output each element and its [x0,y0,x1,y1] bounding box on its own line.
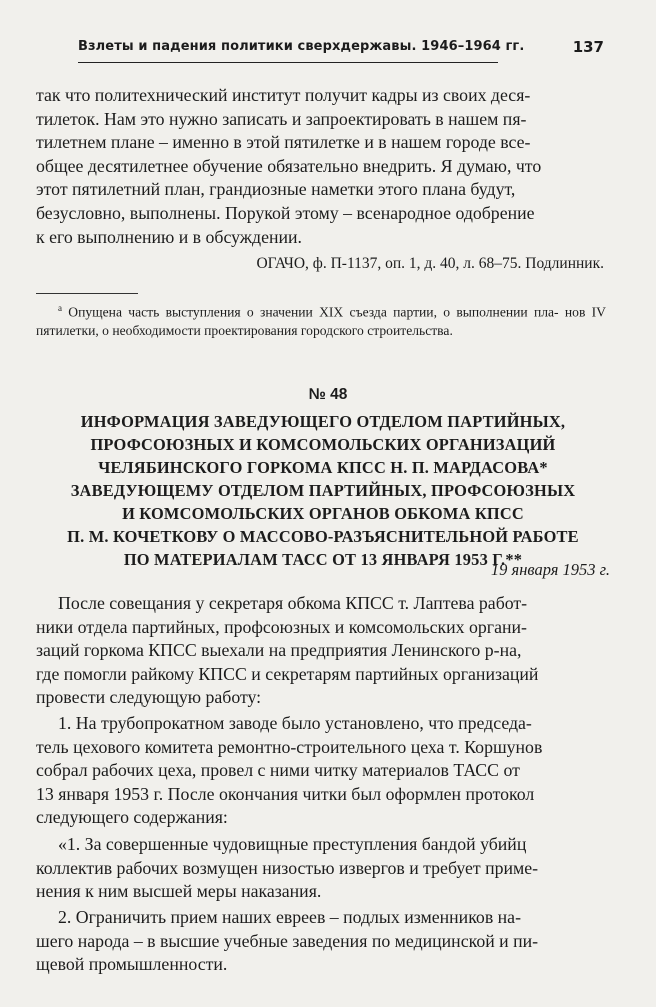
document-title [36,410,610,571]
footnote-line: нов IV пятилетки, о необходимости проектирования городского строительства. [36,304,606,338]
text-line: 1. На трубопрокатном заводе было установлено, что председа- [58,713,532,733]
paragraph-intro [36,592,610,710]
text-line: собрал рабочих цеха, провел с ними читку материалов ТАСС от [36,760,520,781]
text-line: нения к ним высшей меры наказания. [36,881,322,902]
footnote-marker: а [58,303,62,313]
paragraph-protocol-1 [36,833,610,904]
text-line: этот пятилетний план, грандиозные наметки этого плана будут, [36,179,516,200]
text-line: к его выполнению и в обсуждении. [36,226,302,247]
text-line: щевой промышленности. [36,954,228,975]
title-line: ЧЕЛЯБИНСКОГО ГОРКОМА КПСС Н. П. МАРДАСОВА* [98,458,548,477]
text-line: шего народа – в высшие учебные заведения по медицинской и пи- [36,930,539,951]
paragraph-protocol-2 [36,906,610,977]
text-line: заций горкома КПСС выехали на предприятия Ленинского р-на, [36,640,522,661]
text-line: так что политехнический институт получит кадры из своих деся- [36,85,531,105]
title-line: П. М. КОЧЕТКОВУ О МАССОВО-РАЗЪЯСНИТЕЛЬНОЙ РАБОТЕ [67,527,579,546]
text-line: «1. За совершенные чудовищные преступления бандой убийц [58,834,527,854]
page-number: 137 [572,38,604,56]
text-line: тель цехового комитета ремонтно-строительного цеха т. Коршунов [36,736,543,757]
text-line: коллектив рабочих возмущен низостью извергов и требует приме- [36,857,539,878]
continued-paragraph [36,84,610,249]
footnote-divider [36,293,138,294]
title-line: ПО МАТЕРИАЛАМ ТАСС ОТ 13 ЯНВАРЯ 1953 Г.** [123,550,523,569]
footnote-line: Опущена часть выступления о значении XIX съезда партии, о выполнении пла- [68,304,559,320]
text-line: 2. Ограничить прием наших евреев – подлых изменников на- [58,907,521,927]
text-line: безусловно, выполнены. Порукой этому – всенародное одобрение [36,202,535,223]
title-line: И КОМСОМОЛЬСКИХ ОРГАНОВ ОБКОМА КПСС [122,504,524,523]
document-date: 19 января 1953 г. [490,560,610,579]
text-line: тилеток. Нам это нужно записать и запроектировать в нашем пя- [36,108,527,129]
paragraph-pipe-plant [36,712,610,830]
archive-source: ОГАЧО, ф. П-1137, оп. 1, д. 40, л. 68–75. Подлинник. [256,255,604,272]
text-line: общее десятилетнее обучение обязательно внедрить. Я думаю, что [36,155,542,176]
title-line: ПРОФСОЮЗНЫХ И КОМСОМОЛЬСКИХ ОРГАНИЗАЦИЙ [90,435,556,454]
running-title: Взлеты и падения политики сверхдержавы. 1946–1964 гг. [78,36,498,63]
text-line: тилетнем плане – именно в этой пятилетке и в нашем городе все- [36,132,531,153]
text-line: 13 января 1953 г. После окончания читки был оформлен протокол [36,783,535,804]
footnote [36,299,606,340]
page-header [38,36,610,66]
text-line: провести следующую работу: [36,687,262,708]
document-number: № 48 [308,386,348,403]
title-line: ЗАВЕДУЮЩЕМУ ОТДЕЛОМ ПАРТИЙНЫХ, ПРОФСОЮЗНЫХ [70,481,576,500]
text-line: ники отдела партийных, профсоюзных и комсомольских органи- [36,616,527,637]
title-line: ИНФОРМАЦИЯ ЗАВЕДУЮЩЕГО ОТДЕЛОМ ПАРТИЙНЫХ, [80,412,566,431]
text-line: следующего содержания: [36,807,228,828]
text-line: После совещания у секретаря обкома КПСС т. Лаптева работ- [58,593,528,613]
text-line: где помогли райкому КПСС и секретарям партийных организаций [36,663,539,684]
